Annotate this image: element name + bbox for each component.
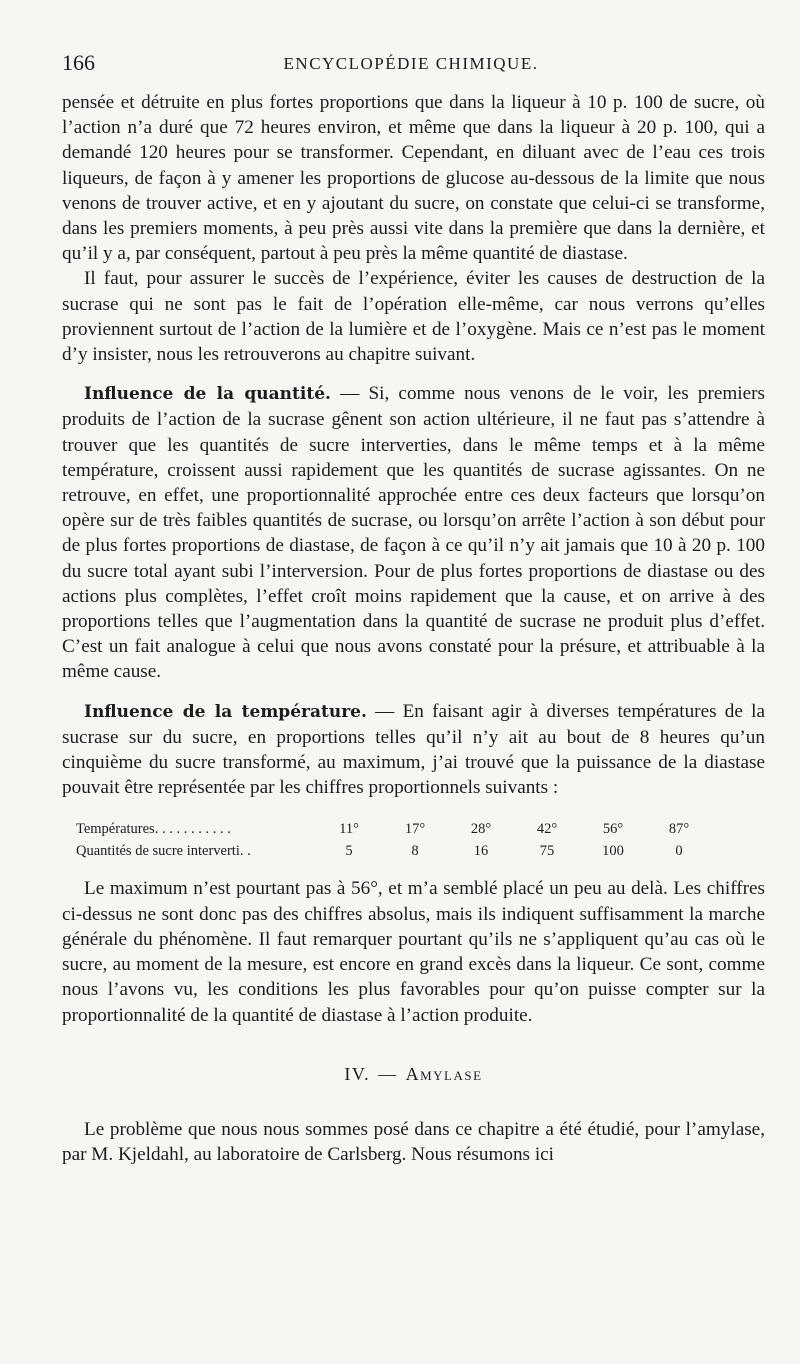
table-cell: 56° <box>602 821 624 838</box>
paragraph-continued: pensée et détruite en plus fortes proportions que dans la liqueur à 10 p. 100 de sucre, où l’action n’a duré que 72 heures environ, et même que dans la liqueur à 20 p. 100, qui a demandé 120 heures pour se transformer. Cependant, en diluant avec de l’eau ces trois liqueurs, de façon à y amener les proportions de glucose au-dessous de la limite que nous venons de trouver active, et en y ajoutant du sucre, on constate que celui-ci se transforme, dans les premiers moments, à peu près aussi vite dans la première que dans la dernière, et qu’il y a, par conséquent, partout à peu près la même quantité de diastase. <box>62 92 765 265</box>
table-cell: 16 <box>473 843 489 860</box>
paragraph-after-table: Le maximum n’est pourtant pas à 56°, et m’a semblé placé un peu au delà. Les chiffres ci-dessus ne sont donc pas des chiffres absolus, mais ils indiquent suffisamment la marche générale du phénomène. Il faut remarquer pourtant qu’ils ne s’appliquent qu’au cas où le sucre, au moment de la mesure, est encore en grand excès dans la liqueur. Ce sont, comme nous l’avons vu, les conditions les plus favorables pour qu’on puisse compter sur la proportionnalité de la quantité de diastase à l’action produite. <box>62 878 765 1026</box>
chapter-number: IV. <box>344 1063 371 1084</box>
section-temperature <box>62 699 765 801</box>
paragraph-final: Le problème que nous nous sommes posé dans ce chapitre a été étudié, pour l’amylase, par M. Kjeldahl, au laboratoire de Carlsberg. Nous résumons ici <box>62 1118 765 1166</box>
section-text-temperature: — En faisant agir à diverses températures de la sucrase sur du sucre, en proportions telles qu’il n’y ait au bout de 8 heures qu’un cinquième du sucre transformé, au maximum, j’ai trouvé que la puissance de la diastase pouvait être représentée par les chiffres proportionnels suivants : <box>62 700 765 799</box>
table-cell: 11° <box>339 821 359 838</box>
chapter-heading <box>62 1062 765 1087</box>
table-cell: 87° <box>668 821 690 838</box>
page-header <box>62 50 760 82</box>
table-row <box>76 840 712 862</box>
table-cell: 5 <box>345 843 353 860</box>
section-heading-temperature: Influence de la température. <box>84 701 367 722</box>
section-text-quantite: — Si, comme nous venons de le voir, les premiers produits de l’action de la sucrase gênent son action ultérieure, il ne faut pas s’attendre à trouver que les quantités de sucre interverties, dans le même temps et à la même température, croissent aussi rapidement que les quantités de sucrase agissantes. On ne retrouve, en effet, une proportionnalité approchée entre ces deux facteurs que lorsqu’on opère sur de très faibles quantités de sucrase, ou lorsqu’on arrête l’action à son début pour de plus fortes proportions de diastase, de façon à ce qu’il n’y ait jamais que 10 à 20 p. 100 du sucre total ayant subi l’interversion. Pour de plus fortes proportions de diastase ou des actions plus complètes, l’effet croît moins rapidement que la cause, et on arrive à des proportions telles que l’augmentation dans la quantité de sucrase ne produit plus d’effet. C’est un fait analogue à celui que nous avons constaté pour la présure, et attribuable à la même cause. <box>62 383 766 683</box>
body-text <box>62 90 765 1167</box>
temperature-table <box>76 818 712 862</box>
running-head: ENCYCLOPÉDIE CHIMIQUE. <box>283 54 539 73</box>
table-cell: 0 <box>675 843 683 860</box>
table-cell: 28° <box>470 821 492 838</box>
section-heading-quantite: Influence de la quantité. <box>84 384 331 405</box>
table-row <box>76 818 712 840</box>
table-cell: 42° <box>536 821 558 838</box>
table-cell: 17° <box>404 821 426 838</box>
table-row-label: Quantités de sucre interverti. . <box>76 843 251 860</box>
chapter-dash: — <box>378 1063 398 1084</box>
table-cell: 75 <box>539 843 555 860</box>
table-row-label: Températures. . . . . . . . . . . <box>76 821 231 838</box>
paragraph: Il faut, pour assurer le succès de l’expérience, éviter les causes de destruction de la sucrase qui ne sont pas le fait de l’opération elle-même, car nous verrons qu’elles proviennent surtout de l’action de la lumière et de l’oxygène. Mais ce n’est pas le moment d’y insister, nous les retrouverons au chapitre suivant. <box>62 268 765 366</box>
page-number: 166 <box>62 50 95 75</box>
section-quantite <box>62 381 765 684</box>
chapter-title: Amylase <box>405 1063 483 1084</box>
table-cell: 8 <box>411 843 419 860</box>
table-cell: 100 <box>602 843 624 860</box>
